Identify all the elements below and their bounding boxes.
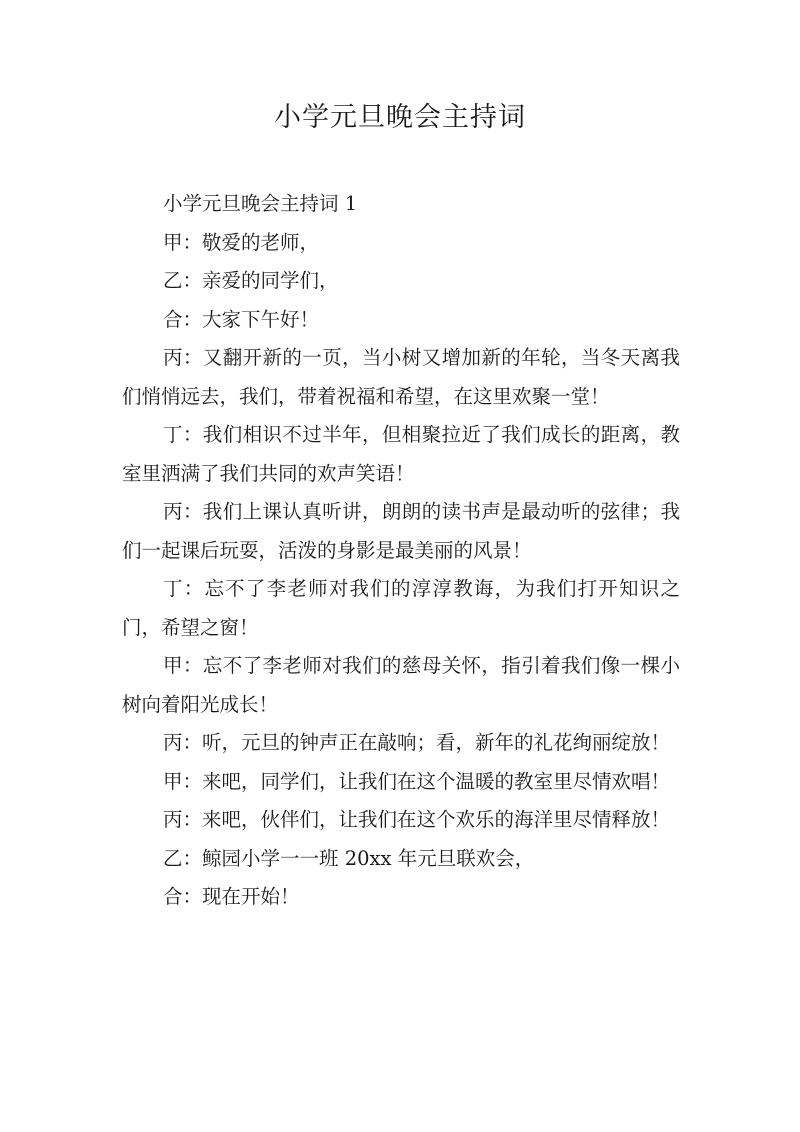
paragraph: 合：大家下午好！ (163, 307, 320, 331)
paragraph-subtitle: 小学元旦晚会主持词 1 (163, 192, 358, 215)
paragraph: 甲：敬爱的老师， (163, 230, 320, 254)
paragraph: 甲：忘不了李老师对我们的慈母关怀，指引着我们像一棵小树向着阳光成长！ (122, 654, 680, 716)
paragraph: 丙：我们上课认真听讲，朗朗的读书声是最动听的弦律；我们一起课后玩耍，活泼的身影是最美丽的风景！ (122, 500, 680, 562)
paragraph: 丁：忘不了李老师对我们的淳淳教诲，为我们打开知识之门，希望之窗！ (122, 577, 680, 639)
paragraph: 丙：听，元旦的钟声正在敲响；看，新年的礼花绚丽绽放！ (163, 731, 671, 754)
document-title: 小学元旦晚会主持词 (274, 102, 526, 133)
paragraph: 乙：鲸园小学一一班 20xx 年元旦联欢会， (163, 846, 535, 870)
paragraph: 丁：我们相识不过半年，但相聚拉近了我们成长的距离，教室里洒满了我们共同的欢声笑语！ (122, 423, 680, 485)
paragraph: 丙：来吧，伙伴们，让我们在这个欢乐的海洋里尽情释放！ (163, 808, 671, 831)
paragraph: 乙：亲爱的同学们， (163, 269, 339, 292)
paragraph: 丙：又翻开新的一页，当小树又增加新的年轮，当冬天离我们悄悄远去，我们，带着祝福和希望，在这里欢聚一堂！ (122, 346, 680, 408)
document-body (122, 185, 680, 917)
paragraph: 合：现在开始！ (163, 885, 300, 908)
paragraph: 甲：来吧，同学们，让我们在这个温暖的教室里尽情欢唱！ (163, 769, 671, 793)
